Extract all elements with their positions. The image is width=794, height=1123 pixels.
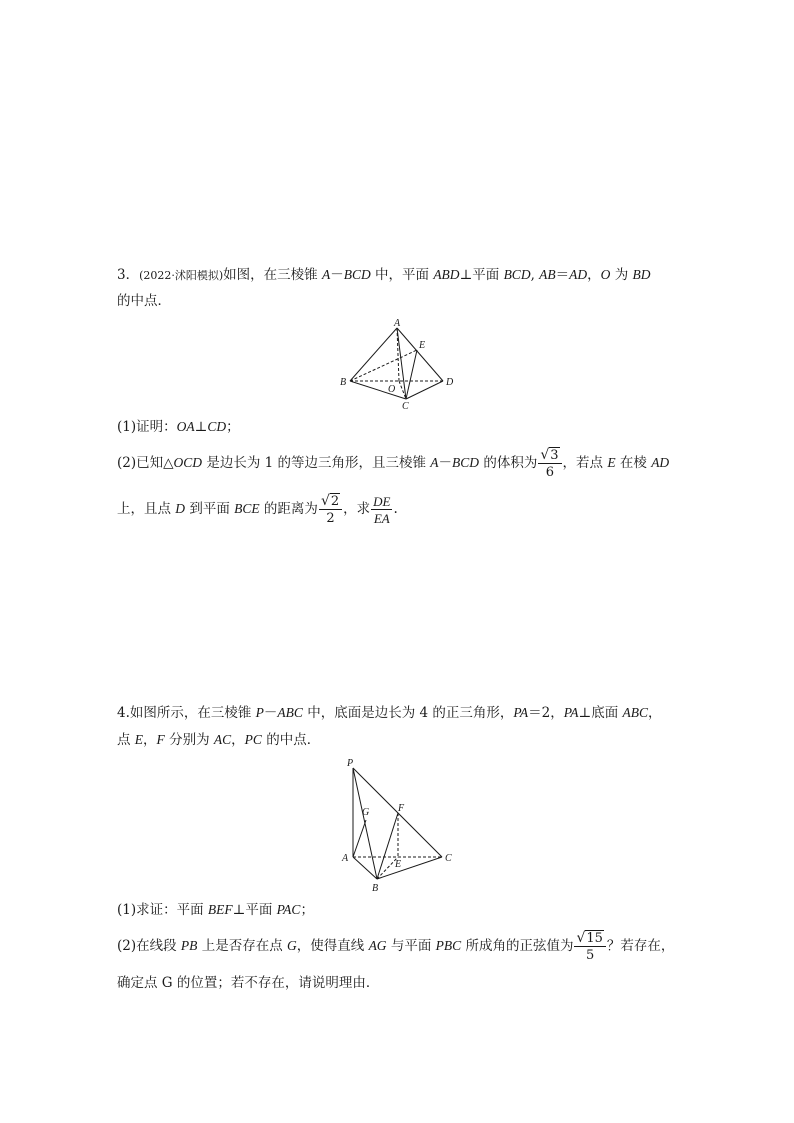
text: 的体积为 — [479, 455, 538, 471]
problem-4-question-1 — [117, 900, 314, 920]
label-f: F — [398, 803, 405, 814]
text: (1)证明： — [117, 419, 177, 435]
math: OA — [176, 419, 195, 434]
text: ， — [143, 732, 157, 748]
text: ＝ — [555, 267, 570, 283]
text: ， — [231, 732, 245, 748]
text: (2)已知△ — [117, 455, 174, 471]
math: PA — [513, 705, 529, 720]
math: BCD — [503, 267, 531, 282]
edge-ce — [406, 350, 417, 399]
fraction-sqrt2-over-2: $\frac{√2}{2}$ — [319, 494, 342, 525]
denominator: EA — [373, 510, 390, 526]
edge-ag — [353, 820, 366, 857]
text: 上，且点 — [117, 501, 176, 517]
text: ，使得直线 — [296, 938, 369, 954]
math: BCD — [343, 267, 371, 282]
text: ； — [226, 419, 240, 435]
math: ABC — [622, 705, 649, 720]
text: ， — [648, 705, 662, 721]
text: 4.如图所示，在三棱锥 — [117, 705, 256, 721]
fraction-sqrt15-over-5: $\frac{√15}{5}$ — [574, 931, 605, 962]
denominator: 5 — [586, 948, 595, 963]
text: 的中点． — [117, 293, 171, 309]
text: 如图，在三棱锥 — [223, 267, 322, 283]
math: BD — [632, 267, 651, 282]
math: BCE — [234, 501, 260, 516]
text: 中，平面 — [370, 267, 434, 283]
label-d: D — [446, 377, 454, 388]
radicand: 3 — [550, 448, 559, 463]
text: 在棱 — [615, 455, 652, 471]
math: AD — [651, 455, 670, 470]
text: ； — [300, 902, 314, 918]
text: ⊥平面 — [232, 902, 277, 918]
text: 的中点． — [261, 732, 321, 748]
numerator: DE — [373, 493, 391, 509]
problem-4-line-2 — [117, 730, 320, 750]
math: O — [600, 267, 611, 282]
text: 点 — [117, 732, 135, 748]
text: ，若点 — [562, 455, 608, 471]
problem-3-question-1 — [117, 417, 240, 437]
edge-ab — [350, 328, 397, 381]
math: E — [607, 455, 616, 470]
text: ⊥ — [194, 419, 208, 435]
radicand: 2 — [330, 494, 340, 509]
text: (1)求证：平面 — [117, 902, 208, 918]
source-tag: (2022·沭阳模拟) — [139, 269, 224, 282]
problem-3-line-2 — [117, 291, 171, 311]
text: ，求 — [343, 501, 371, 517]
label-o: O — [388, 384, 396, 395]
math: D — [175, 501, 186, 516]
text: 中，底面是边长为 4 的正三角形， — [302, 705, 514, 721]
math: A — [430, 455, 439, 470]
text: 是边长为 1 的等边三角形，且三棱锥 — [202, 455, 431, 471]
text: . — [393, 501, 398, 517]
text: , — [530, 267, 540, 283]
text: ＝2， — [528, 705, 564, 721]
problem-3-question-2-cont — [117, 489, 398, 529]
text: 分别为 — [164, 732, 214, 748]
tetrahedron-figure-pabc — [335, 757, 465, 897]
text: (2)在线段 — [117, 938, 181, 954]
text: 与平面 — [386, 938, 436, 954]
text: 为 — [610, 267, 633, 283]
math: AC — [213, 732, 232, 747]
text: ？若存在， — [606, 938, 675, 954]
denominator: 2 — [326, 511, 335, 526]
math: AG — [368, 938, 387, 953]
text: 到平面 — [185, 501, 235, 517]
text: ， — [587, 267, 601, 283]
math: ABD — [433, 267, 460, 282]
problem-4-line-1 — [117, 703, 662, 723]
text: － — [330, 267, 344, 283]
problem-4-question-2 — [117, 926, 674, 966]
radicand: 15 — [586, 931, 603, 946]
text: 的距离为 — [259, 501, 318, 517]
problem-number: 3． — [117, 267, 140, 283]
text: ⊥底面 — [578, 705, 623, 721]
edge-cd — [406, 381, 443, 399]
label-g: G — [362, 807, 370, 818]
edge-be — [350, 350, 417, 381]
fraction-sqrt3-over-6: $\frac{√3}{6}$ — [538, 448, 561, 479]
edge-bc — [350, 381, 406, 399]
math: P — [255, 705, 264, 720]
label-e: E — [395, 859, 402, 870]
math: PC — [244, 732, 262, 747]
math: AB — [539, 267, 556, 282]
label-e: E — [419, 340, 426, 351]
math: OCD — [173, 455, 203, 470]
math: BEF — [207, 902, 233, 917]
edge-ad — [397, 328, 443, 381]
problem-3-line-1 — [117, 265, 651, 286]
label-a: A — [342, 853, 349, 864]
math: PA — [563, 705, 579, 720]
text: 上是否存在点 — [197, 938, 288, 954]
problem-4-question-2-cont — [117, 973, 379, 993]
math: E — [134, 732, 144, 747]
label-b: B — [340, 377, 347, 388]
math: ABC — [277, 705, 303, 720]
math: G — [287, 938, 297, 953]
math: PAC — [276, 902, 301, 917]
math: A — [321, 267, 331, 282]
text: 确定点 G 的位置；若不存在，请说明理由． — [117, 975, 380, 991]
text: － — [263, 705, 278, 721]
denominator: 6 — [545, 465, 555, 480]
edge-bc — [377, 857, 442, 879]
label-a: A — [394, 318, 401, 329]
fraction-de-over-ea — [371, 495, 392, 525]
problem-3-question-2 — [117, 443, 669, 483]
label-c: C — [445, 853, 452, 864]
math: F — [156, 732, 165, 747]
text: ⊥平面 — [459, 267, 504, 283]
math: PBC — [435, 938, 462, 953]
math: AD — [569, 267, 588, 282]
label-p: P — [347, 758, 354, 769]
label-c: C — [402, 401, 409, 412]
label-b: B — [372, 883, 379, 894]
text: 所成角的正弦值为 — [461, 938, 574, 954]
math: PB — [180, 938, 198, 953]
math: CD — [207, 419, 227, 434]
text: － — [438, 455, 453, 471]
math: BCD — [452, 455, 480, 470]
tetrahedron-figure-abcd — [335, 312, 465, 412]
